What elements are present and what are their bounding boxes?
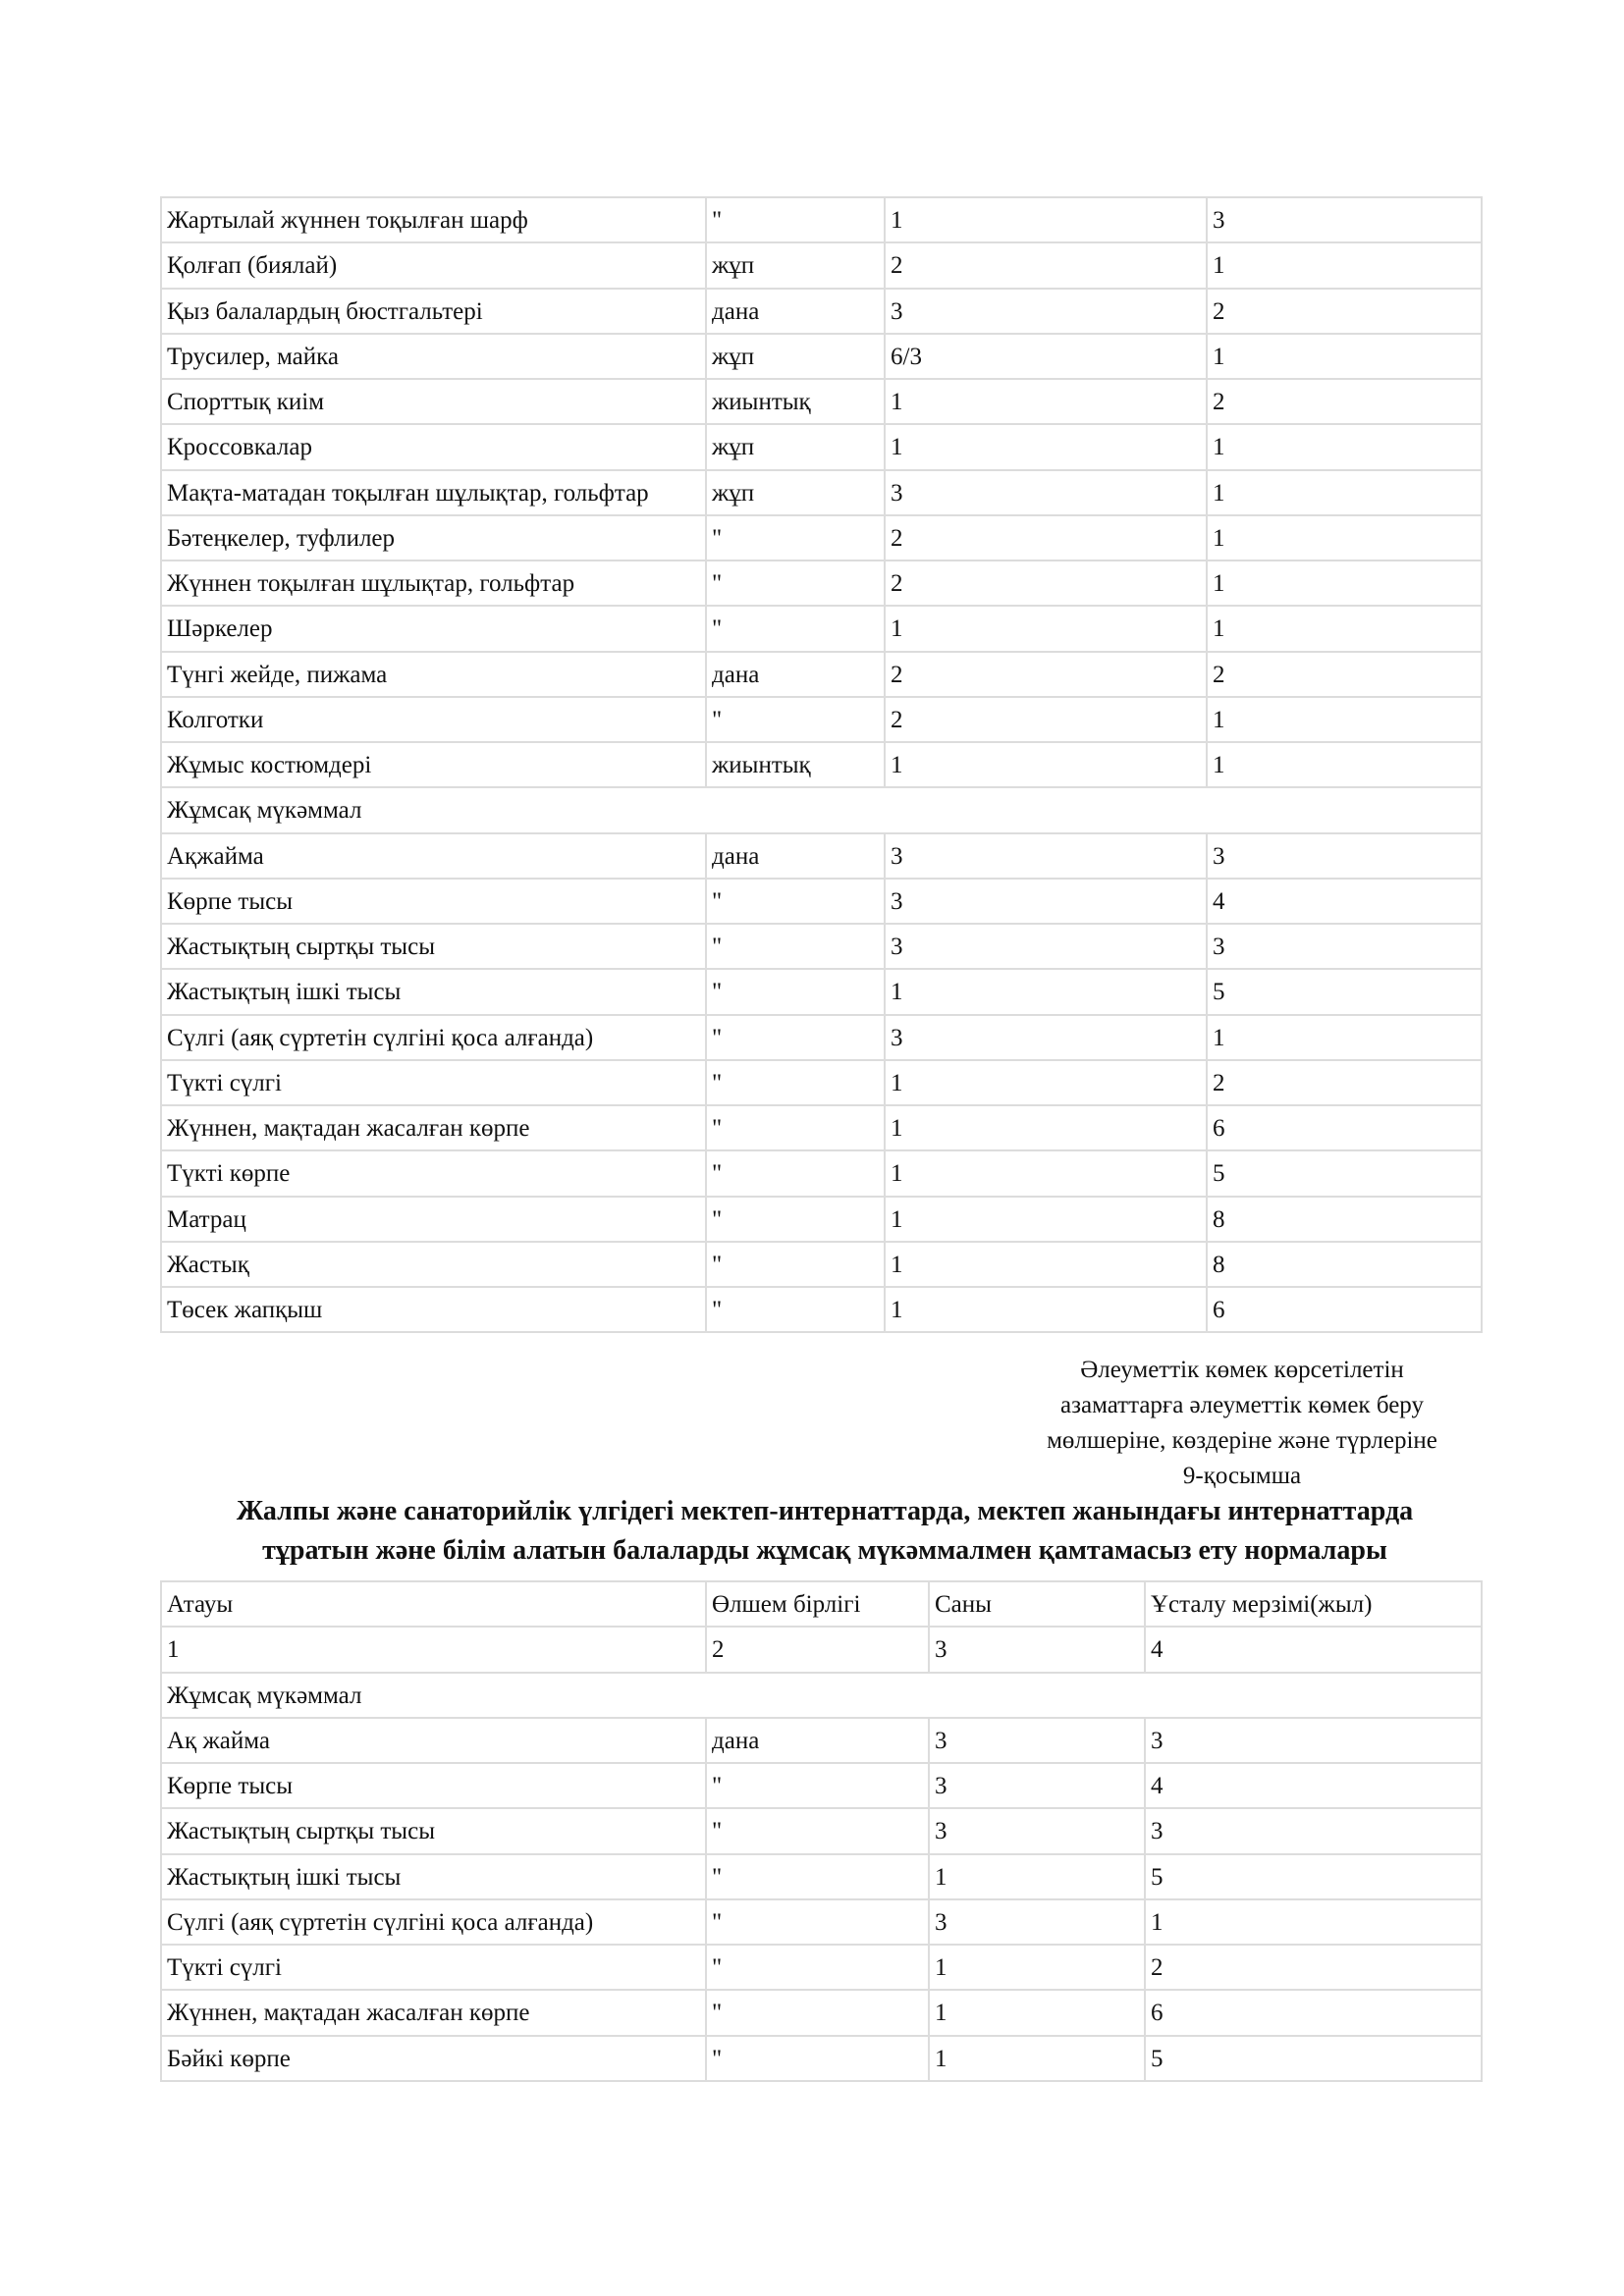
item-unit: жұп xyxy=(706,334,885,379)
item-term: 5 xyxy=(1145,2036,1482,2081)
item-quantity: 1 xyxy=(885,1242,1207,1287)
item-term: 4 xyxy=(1207,879,1482,924)
item-quantity: 1 xyxy=(885,1197,1207,1242)
item-term: 1 xyxy=(1207,424,1482,469)
table-row xyxy=(161,1854,1482,1899)
table-row xyxy=(161,833,1482,879)
item-quantity: 1 xyxy=(929,2036,1145,2081)
item-name: Жастық xyxy=(161,1242,706,1287)
item-name: Жастықтың сыртқы тысы xyxy=(161,924,706,969)
table-row xyxy=(161,515,1482,561)
table-row xyxy=(161,1015,1482,1060)
table-row xyxy=(161,742,1482,787)
item-term: 1 xyxy=(1207,470,1482,515)
table-row xyxy=(161,1242,1482,1287)
item-unit: " xyxy=(706,197,885,242)
item-quantity: 3 xyxy=(929,1718,1145,1763)
item-unit: " xyxy=(706,1015,885,1060)
item-unit: " xyxy=(706,1763,929,1808)
section-label: Жұмсақ мүкәммал xyxy=(161,787,1482,832)
item-term: 3 xyxy=(1207,197,1482,242)
item-name: Жартылай жүннен тоқылған шарф xyxy=(161,197,706,242)
item-quantity: 3 xyxy=(885,879,1207,924)
item-term: 2 xyxy=(1207,1060,1482,1105)
item-quantity: 2 xyxy=(885,561,1207,606)
item-quantity: 1 xyxy=(929,1854,1145,1899)
item-quantity: 1 xyxy=(885,1150,1207,1196)
item-term: 8 xyxy=(1207,1197,1482,1242)
table-row xyxy=(161,879,1482,924)
header-name: Атауы xyxy=(161,1581,706,1627)
item-term: 6 xyxy=(1207,1105,1482,1150)
item-term: 2 xyxy=(1207,379,1482,424)
item-name: Колготки xyxy=(161,697,706,742)
table-row xyxy=(161,969,1482,1014)
header-unit: Өлшем бірлігі xyxy=(706,1581,929,1627)
item-quantity: 3 xyxy=(885,924,1207,969)
table-row xyxy=(161,379,1482,424)
item-term: 1 xyxy=(1207,515,1482,561)
item-term: 2 xyxy=(1145,1945,1482,1990)
item-name: Төсек жапқыш xyxy=(161,1287,706,1332)
item-quantity: 3 xyxy=(885,470,1207,515)
item-term: 1 xyxy=(1145,1899,1482,1945)
table-row xyxy=(161,1150,1482,1196)
item-term: 1 xyxy=(1207,742,1482,787)
item-name: Спорттық киім xyxy=(161,379,706,424)
item-quantity: 2 xyxy=(885,515,1207,561)
item-quantity: 1 xyxy=(885,379,1207,424)
item-quantity: 1 xyxy=(885,1287,1207,1332)
item-name: Жастықтың сыртқы тысы xyxy=(161,1808,706,1853)
item-term: 3 xyxy=(1207,924,1482,969)
table-row xyxy=(161,606,1482,651)
item-unit: " xyxy=(706,1990,929,2035)
item-unit: жиынтық xyxy=(706,379,885,424)
item-quantity: 2 xyxy=(885,697,1207,742)
item-quantity: 2 xyxy=(885,652,1207,697)
section-label: Жұмсақ мүкәммал xyxy=(161,1673,1482,1718)
item-unit: " xyxy=(706,1854,929,1899)
item-unit: дана xyxy=(706,289,885,334)
item-quantity: 3 xyxy=(885,833,1207,879)
item-term: 2 xyxy=(1207,289,1482,334)
table-row xyxy=(161,1105,1482,1150)
item-term: 4 xyxy=(1145,1763,1482,1808)
item-unit: " xyxy=(706,1242,885,1287)
item-term: 3 xyxy=(1145,1718,1482,1763)
item-name: Жүннен тоқылған шұлықтар, гольфтар xyxy=(161,561,706,606)
item-unit: " xyxy=(706,1150,885,1196)
table-row xyxy=(161,242,1482,288)
table-row xyxy=(161,1990,1482,2035)
item-name: Трусилер, майка xyxy=(161,334,706,379)
item-name: Жұмыс костюмдері xyxy=(161,742,706,787)
column-number: 3 xyxy=(929,1627,1145,1672)
item-quantity: 2 xyxy=(885,242,1207,288)
item-name: Бәйкі көрпе xyxy=(161,2036,706,2081)
table-row xyxy=(161,1945,1482,1990)
item-unit: " xyxy=(706,2036,929,2081)
item-quantity: 1 xyxy=(885,1060,1207,1105)
table-row xyxy=(161,197,1482,242)
table-row xyxy=(161,424,1482,469)
item-unit: жұп xyxy=(706,242,885,288)
item-name: Жастықтың ішкі тысы xyxy=(161,969,706,1014)
item-quantity: 6/3 xyxy=(885,334,1207,379)
item-quantity: 3 xyxy=(929,1899,1145,1945)
clothing-norms-table xyxy=(160,196,1483,1333)
item-term: 5 xyxy=(1207,969,1482,1014)
appendix-number: 9-қосымша xyxy=(1182,1463,1302,1489)
section-row xyxy=(161,1673,1482,1718)
table-row xyxy=(161,924,1482,969)
item-name: Ақжайма xyxy=(161,833,706,879)
item-unit: жұп xyxy=(706,424,885,469)
item-quantity: 1 xyxy=(885,1105,1207,1150)
item-name: Көрпе тысы xyxy=(161,879,706,924)
item-unit: " xyxy=(706,697,885,742)
item-name: Көрпе тысы xyxy=(161,1763,706,1808)
item-quantity: 1 xyxy=(885,742,1207,787)
item-quantity: 1 xyxy=(885,606,1207,651)
appendix-note-line: Әлеуметтік көмек көрсетілетін xyxy=(1080,1357,1404,1383)
item-unit: " xyxy=(706,879,885,924)
item-unit: дана xyxy=(706,1718,929,1763)
table-row xyxy=(161,1287,1482,1332)
section-title-line: Жалпы және санаторийлік үлгідегі мектеп-интернаттарда, мектеп жанындағы интернаттарда xyxy=(236,1496,1414,1526)
item-name: Сүлгі (аяқ сүртетін сүлгіні қоса алғанда) xyxy=(161,1015,706,1060)
item-quantity: 3 xyxy=(929,1763,1145,1808)
appendix-note-line: мөлшеріне, көздеріне және түрлеріне xyxy=(1047,1427,1437,1454)
section-row xyxy=(161,787,1482,832)
item-name: Жүннен, мақтадан жасалған көрпе xyxy=(161,1105,706,1150)
item-name: Жастықтың ішкі тысы xyxy=(161,1854,706,1899)
column-number: 1 xyxy=(161,1627,706,1672)
item-term: 8 xyxy=(1207,1242,1482,1287)
item-unit: " xyxy=(706,1060,885,1105)
item-term: 3 xyxy=(1207,833,1482,879)
item-unit: " xyxy=(706,1945,929,1990)
appendix-note xyxy=(992,1353,1492,1494)
table-row xyxy=(161,1808,1482,1853)
table-row xyxy=(161,1899,1482,1945)
table-row xyxy=(161,697,1482,742)
item-quantity: 1 xyxy=(885,197,1207,242)
table-row xyxy=(161,652,1482,697)
item-term: 1 xyxy=(1207,1015,1482,1060)
table-row xyxy=(161,470,1482,515)
item-name: Түнгі жейде, пижама xyxy=(161,652,706,697)
item-quantity: 3 xyxy=(885,289,1207,334)
item-name: Кроссовкалар xyxy=(161,424,706,469)
item-name: Ақ жайма xyxy=(161,1718,706,1763)
table-row xyxy=(161,334,1482,379)
item-quantity: 3 xyxy=(885,1015,1207,1060)
item-name: Сүлгі (аяқ сүртетін сүлгіні қоса алғанда) xyxy=(161,1899,706,1945)
item-term: 1 xyxy=(1207,242,1482,288)
header-term: Ұсталу мерзімі(жыл) xyxy=(1145,1581,1482,1627)
item-unit: жұп xyxy=(706,470,885,515)
item-name: Қолғап (биялай) xyxy=(161,242,706,288)
item-term: 1 xyxy=(1207,606,1482,651)
item-term: 6 xyxy=(1145,1990,1482,2035)
item-name: Мақта-матадан тоқылған шұлықтар, гольфтар xyxy=(161,470,706,515)
section-title-line: тұратын және білім алатын балаларды жұмсақ мүкәммалмен қамтамасыз ету нормалары xyxy=(262,1535,1387,1566)
item-term: 6 xyxy=(1207,1287,1482,1332)
item-unit: " xyxy=(706,561,885,606)
table-row xyxy=(161,561,1482,606)
table-row xyxy=(161,1763,1482,1808)
item-unit: " xyxy=(706,515,885,561)
item-unit: " xyxy=(706,1197,885,1242)
item-name: Түкті сүлгі xyxy=(161,1060,706,1105)
item-quantity: 3 xyxy=(929,1808,1145,1853)
table-row xyxy=(161,1060,1482,1105)
item-name: Бәтеңкелер, туфлилер xyxy=(161,515,706,561)
item-unit: " xyxy=(706,969,885,1014)
item-unit: " xyxy=(706,1899,929,1945)
table-header-row xyxy=(161,1581,1482,1627)
item-unit: дана xyxy=(706,833,885,879)
item-unit: " xyxy=(706,924,885,969)
item-quantity: 1 xyxy=(885,969,1207,1014)
column-number: 2 xyxy=(706,1627,929,1672)
soft-inventory-norms-table xyxy=(160,1580,1483,2082)
table-row xyxy=(161,1197,1482,1242)
item-term: 5 xyxy=(1207,1150,1482,1196)
item-name: Қыз балалардың бюстгальтері xyxy=(161,289,706,334)
header-quantity: Саны xyxy=(929,1581,1145,1627)
column-number: 4 xyxy=(1145,1627,1482,1672)
item-name: Шәркелер xyxy=(161,606,706,651)
item-name: Матрац xyxy=(161,1197,706,1242)
item-unit: " xyxy=(706,1808,929,1853)
table-row xyxy=(161,289,1482,334)
item-name: Жүннен, мақтадан жасалған көрпе xyxy=(161,1990,706,2035)
item-unit: " xyxy=(706,1105,885,1150)
item-quantity: 1 xyxy=(929,1945,1145,1990)
item-name: Түкті көрпе xyxy=(161,1150,706,1196)
item-unit: " xyxy=(706,606,885,651)
appendix-note-line: азаматтарға әлеуметтік көмек беру xyxy=(1060,1392,1424,1418)
item-unit: " xyxy=(706,1287,885,1332)
table-row xyxy=(161,1718,1482,1763)
item-quantity: 1 xyxy=(885,424,1207,469)
item-term: 1 xyxy=(1207,697,1482,742)
table-row xyxy=(161,2036,1482,2081)
item-term: 1 xyxy=(1207,334,1482,379)
item-term: 1 xyxy=(1207,561,1482,606)
item-term: 5 xyxy=(1145,1854,1482,1899)
item-unit: жиынтық xyxy=(706,742,885,787)
item-quantity: 1 xyxy=(929,1990,1145,2035)
item-term: 2 xyxy=(1207,652,1482,697)
item-name: Түкті сүлгі xyxy=(161,1945,706,1990)
item-term: 3 xyxy=(1145,1808,1482,1853)
section-title xyxy=(147,1492,1502,1571)
column-number-row xyxy=(161,1627,1482,1672)
item-unit: дана xyxy=(706,652,885,697)
